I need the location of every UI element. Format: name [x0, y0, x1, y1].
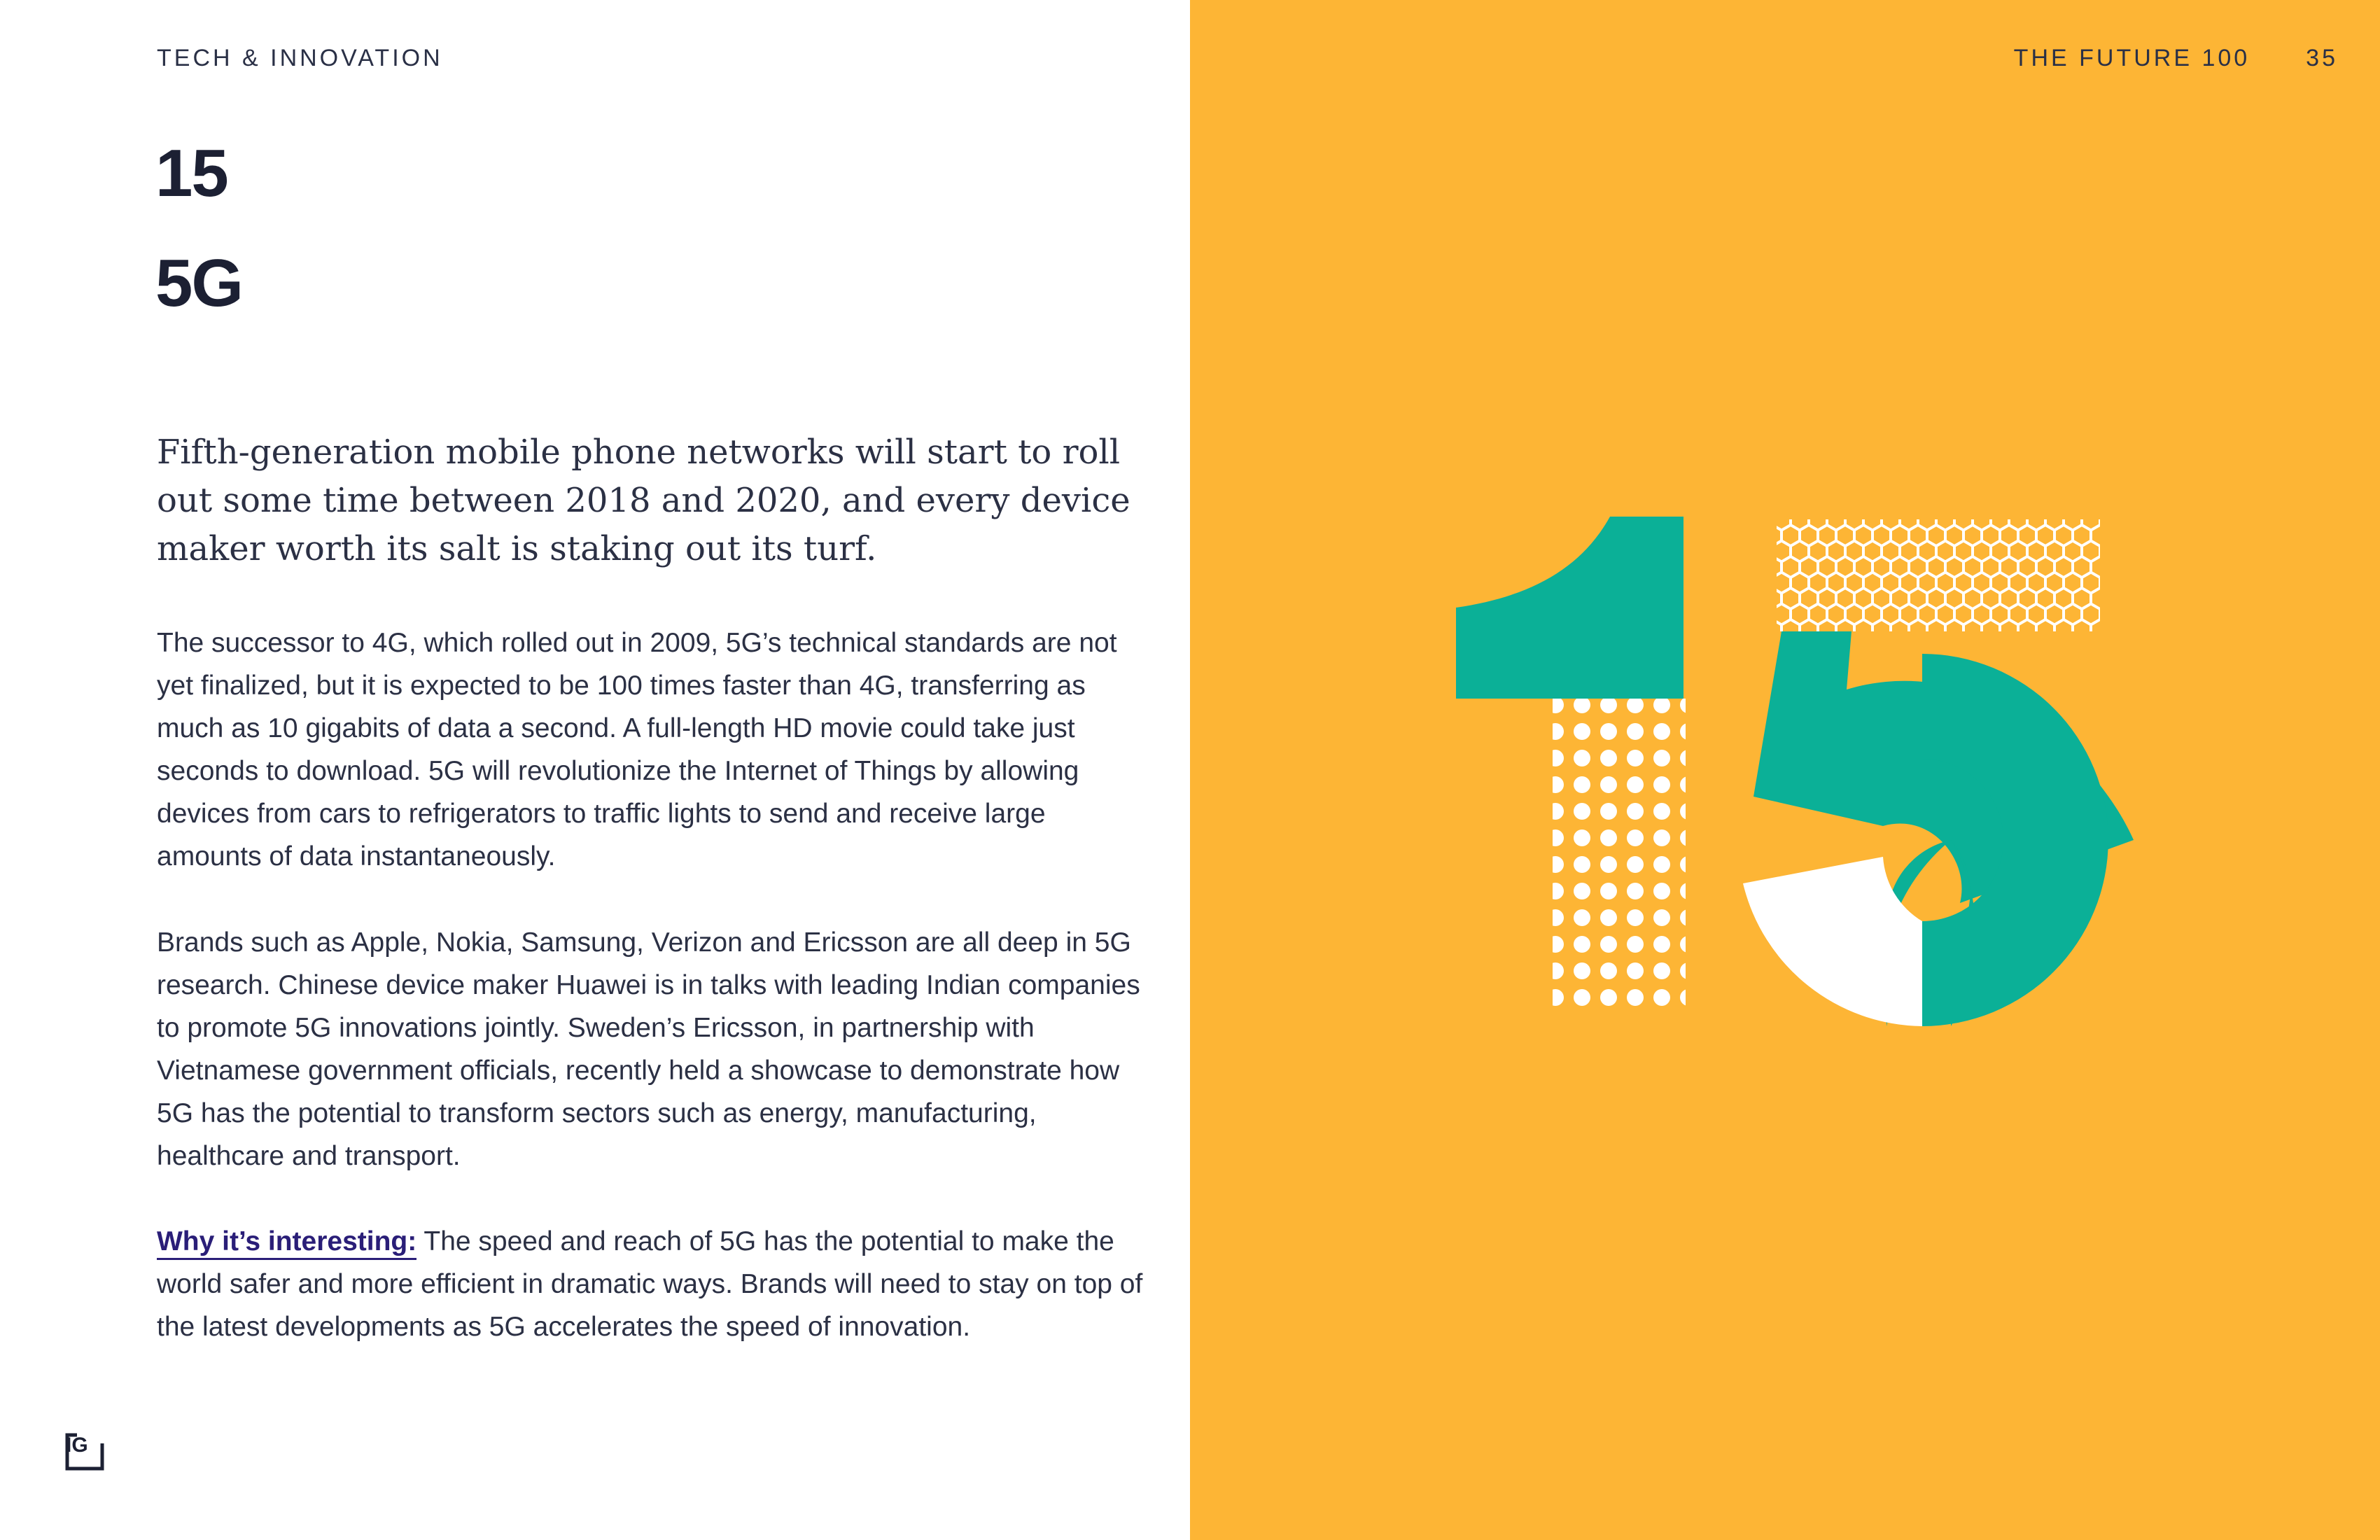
body-paragraph-1: The successor to 4G, which rolled out in 2009, 5G’s technical standards are not yet finalized, but it is expected to be 100 times faster than 4G, transferring as much as 10 gigabits of data a second. A full-length HD movie could take just seconds to download. 5G will revolutionize the Internet of Things by allowing devices from cars to refrigerators to traffic lights to send and receive large amounts of data instantaneously.	[157, 628, 1117, 872]
item-number: 15	[155, 136, 227, 211]
body-paragraph-2: Brands such as Apple, Nokia, Samsung, Verizon and Ericsson are all deep in 5G research. Chinese device maker Huawei is in talks with leading Indian companies to promote 5G innovations jointly. Sweden’s Ericsson, in partnership with Vietnamese government officials, recently held a showcase to demonstrate how 5G has the potential to transform sectors such as energy, manufacturing, healthcare and transport.	[157, 927, 1140, 1171]
honeycomb-pattern	[1777, 519, 2100, 631]
lead-paragraph: Fifth-generation mobile phone networks will start to roll out some time between 2018 and 2020, and every device maker worth its salt is staking out its turf.	[157, 433, 1130, 568]
why-interesting-paragraph	[157, 1220, 1151, 1348]
running-header	[2014, 45, 2338, 72]
section-label: TECH & INNOVATION	[157, 45, 443, 71]
item-title: 5G	[155, 246, 243, 321]
publication-title: THE FUTURE 100	[2013, 45, 2250, 71]
ig-logo-text: IG	[66, 1434, 88, 1457]
page-number: 35	[2306, 45, 2338, 71]
illustration-panel	[1190, 0, 2380, 1540]
why-interesting-label: Why it’s interesting:	[157, 1226, 416, 1260]
ig-logo-icon	[64, 1429, 105, 1471]
digit-one-dots	[1553, 699, 1686, 1012]
number-15-graphic-icon	[1190, 0, 2380, 1540]
why-interesting-text: The speed and reach of 5G has the potential to make the world safer and more efficient in dramatic ways. Brands will need to stay on top of the latest developments as 5G accelerates the speed of innovation.	[157, 1226, 1143, 1342]
